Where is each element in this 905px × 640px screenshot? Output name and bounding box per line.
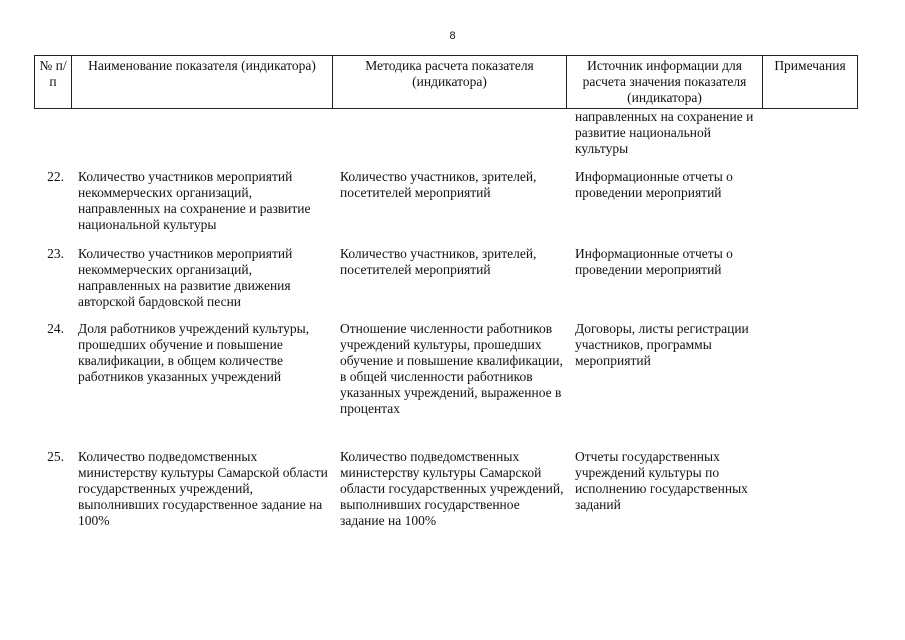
header-num: № п/п — [35, 56, 72, 109]
page-number: 8 — [449, 30, 456, 42]
information-source: Информационные отчеты о проведении мероприятий — [575, 169, 733, 200]
continued-source-text: направленных на сохранение и развитие национальной культуры — [575, 109, 754, 156]
row-number: 23. — [47, 246, 64, 261]
header-name: Наименование показателя (индикатора) — [72, 56, 333, 109]
indicator-name: Доля работников учреждений культуры, прошедших обучение и повышение квалификации, в общем количестве работников указанных учреждений — [78, 321, 310, 384]
header-method: Методика расчета показателя (индикатора) — [333, 56, 567, 109]
information-source: Информационные отчеты о проведении мероприятий — [575, 246, 733, 277]
table-header — [34, 55, 858, 109]
indicator-name: Количество участников мероприятий некоммерческих организаций, направленных на сохранение и развитие национальной культуры — [78, 169, 311, 232]
header-note: Примечания — [763, 56, 858, 109]
indicator-name: Количество подведомственных министерству культуры Самарской области государственных учреждений, выполнивших государственное задание на 100% — [78, 449, 328, 528]
information-source: Отчеты государственных учреждений культуры по исполнению государственных заданий — [575, 449, 748, 512]
calculation-method: Отношение численности работников учреждений культуры, прошедших обучение и повышение квалификации, в общей численности работников указанных учреждений, выраженное в процентах — [340, 321, 563, 416]
information-source: Договоры, листы регистрации участников, программы мероприятий — [575, 321, 749, 368]
header-source: Источник информации для расчета значения показателя (индикатора) — [567, 56, 763, 109]
calculation-method: Количество участников, зрителей, посетителей мероприятий — [340, 246, 537, 277]
row-number: 25. — [47, 449, 64, 464]
calculation-method: Количество участников, зрителей, посетителей мероприятий — [340, 169, 537, 200]
calculation-method: Количество подведомственных министерству культуры Самарской области государственных учреждений, выполнивших государственное задание на 100% — [340, 449, 564, 528]
row-number: 24. — [47, 321, 64, 336]
indicator-name: Количество участников мероприятий некоммерческих организаций, направленных на развитие движения авторской бардовской песни — [78, 246, 293, 309]
row-number: 22. — [47, 169, 64, 184]
